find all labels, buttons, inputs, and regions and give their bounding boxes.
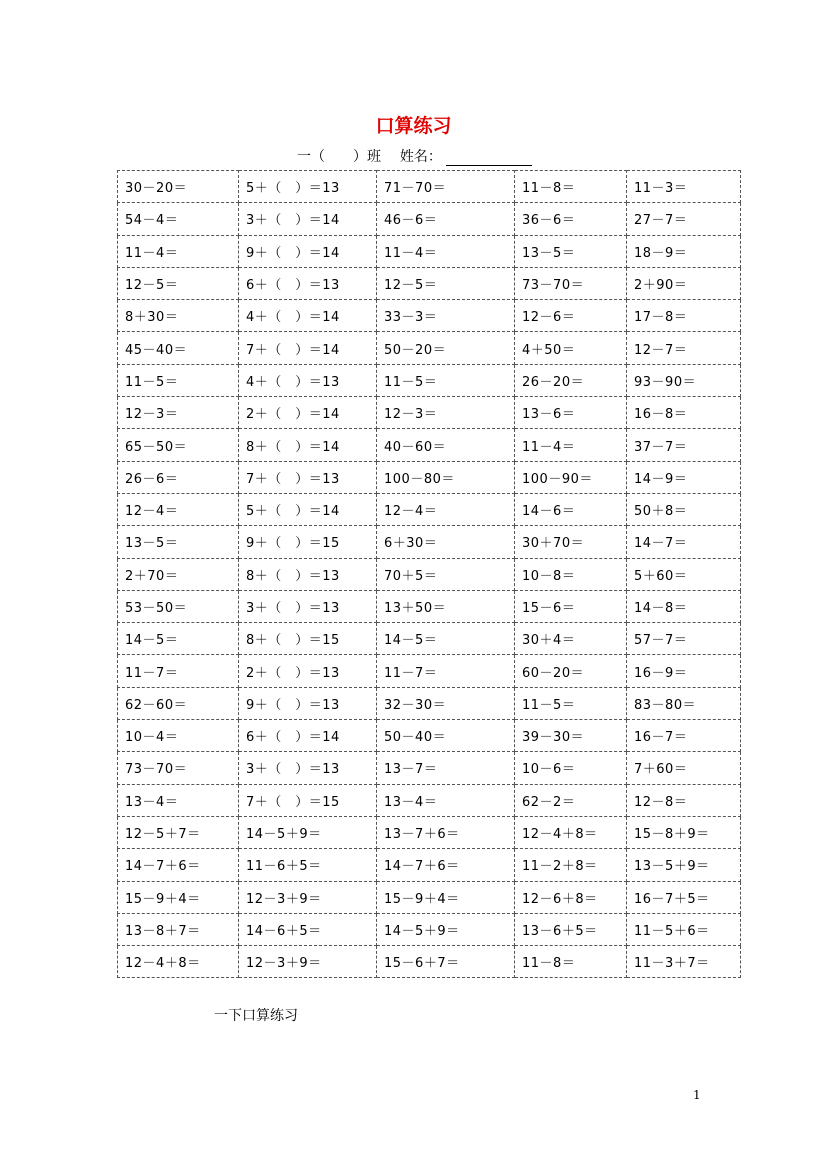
exercise-cell: 14－5＝: [377, 623, 515, 655]
exercise-cell: 93－90＝: [627, 364, 741, 396]
exercise-cell: 60－20＝: [515, 655, 627, 687]
exercise-cell: 17－8＝: [627, 300, 741, 332]
exercise-cell: 9＋（ ）＝15: [239, 526, 377, 558]
exercise-cell: 2＋（ ）＝13: [239, 655, 377, 687]
page-number: 1: [693, 1088, 701, 1102]
exercise-cell: 8＋30＝: [118, 300, 239, 332]
exercise-cell: 11－5＝: [118, 364, 239, 396]
exercise-cell: 65－50＝: [118, 429, 239, 461]
exercise-cell: 15－8＋9＝: [627, 816, 741, 848]
exercise-cell: 11－3＋7＝: [627, 946, 741, 978]
table-row: [118, 397, 741, 429]
table-row: [118, 655, 741, 687]
exercise-cell: 11－4＝: [377, 235, 515, 267]
page-title: 口算练习: [375, 115, 452, 137]
exercise-cell: 45－40＝: [118, 332, 239, 364]
exercise-cell: 12－3＋9＝: [239, 946, 377, 978]
exercise-cell: 40－60＝: [377, 429, 515, 461]
exercise-cell: 3＋（ ）＝13: [239, 590, 377, 622]
exercise-cell: 11－3＝: [627, 171, 741, 203]
exercise-cell: 12－6＋8＝: [515, 881, 627, 913]
exercise-cell: 100－80＝: [377, 461, 515, 493]
table-row: [118, 816, 741, 848]
footer-text: 一下口算练习: [214, 1008, 298, 1024]
exercise-cell: 6＋30＝: [377, 526, 515, 558]
exercise-table: [117, 170, 741, 978]
exercise-cell: 14－7＋6＝: [377, 849, 515, 881]
exercise-cell: 12－3＝: [118, 397, 239, 429]
exercise-cell: 14－5＋9＝: [377, 913, 515, 945]
exercise-cell: 11－8＝: [515, 946, 627, 978]
exercise-cell: 13－7＋6＝: [377, 816, 515, 848]
exercise-cell: 5＋（ ）＝13: [239, 171, 377, 203]
exercise-cell: 100－90＝: [515, 461, 627, 493]
exercise-cell: 11－2＋8＝: [515, 849, 627, 881]
table-row: [118, 171, 741, 203]
table-row: [118, 913, 741, 945]
exercise-cell: 7＋（ ）＝13: [239, 461, 377, 493]
exercise-cell: 8＋（ ）＝15: [239, 623, 377, 655]
exercise-cell: 15－6＋7＝: [377, 946, 515, 978]
exercise-cell: 53－50＝: [118, 590, 239, 622]
exercise-cell: 8＋（ ）＝14: [239, 429, 377, 461]
table-row: [118, 493, 741, 525]
exercise-cell: 83－80＝: [627, 687, 741, 719]
exercise-cell: 13－5＝: [515, 235, 627, 267]
exercise-cell: 4＋50＝: [515, 332, 627, 364]
exercise-cell: 13－5＋9＝: [627, 849, 741, 881]
table-row: [118, 946, 741, 978]
exercise-cell: 15－9＋4＝: [118, 881, 239, 913]
exercise-cell: 11－8＝: [515, 171, 627, 203]
exercise-cell: 71－70＝: [377, 171, 515, 203]
exercise-cell: 50－40＝: [377, 720, 515, 752]
exercise-cell: 12－5＝: [118, 267, 239, 299]
table-row: [118, 687, 741, 719]
exercise-cell: 14－5＝: [118, 623, 239, 655]
exercise-cell: 9＋（ ）＝13: [239, 687, 377, 719]
table-row: [118, 526, 741, 558]
exercise-cell: 26－6＝: [118, 461, 239, 493]
exercise-cell: 16－8＝: [627, 397, 741, 429]
table-row: [118, 429, 741, 461]
exercise-cell: 11－5＝: [515, 687, 627, 719]
table-row: [118, 332, 741, 364]
exercise-cell: 14－6＋5＝: [239, 913, 377, 945]
exercise-cell: 11－4＝: [515, 429, 627, 461]
exercise-cell: 13＋50＝: [377, 590, 515, 622]
exercise-cell: 73－70＝: [515, 267, 627, 299]
exercise-cell: 7＋（ ）＝14: [239, 332, 377, 364]
table-row: [118, 849, 741, 881]
name-blank[interactable]: [446, 151, 532, 166]
exercise-cell: 11－4＝: [118, 235, 239, 267]
exercise-cell: 14－8＝: [627, 590, 741, 622]
exercise-cell: 30＋4＝: [515, 623, 627, 655]
exercise-cell: 2＋（ ）＝14: [239, 397, 377, 429]
exercise-cell: 2＋70＝: [118, 558, 239, 590]
exercise-cell: 37－7＝: [627, 429, 741, 461]
exercise-cell: 9＋（ ）＝14: [239, 235, 377, 267]
exercise-cell: 11－5＋6＝: [627, 913, 741, 945]
exercise-cell: 18－9＝: [627, 235, 741, 267]
exercise-cell: 14－5＋9＝: [239, 816, 377, 848]
exercise-cell: 12－5＋7＝: [118, 816, 239, 848]
table-row: [118, 558, 741, 590]
exercise-cell: 50＋8＝: [627, 493, 741, 525]
exercise-cell: 33－3＝: [377, 300, 515, 332]
class-name-line: [297, 146, 532, 166]
exercise-cell: 73－70＝: [118, 752, 239, 784]
exercise-cell: 12－8＝: [627, 784, 741, 816]
exercise-cell: 14－9＝: [627, 461, 741, 493]
table-row: [118, 300, 741, 332]
exercise-cell: 30＋70＝: [515, 526, 627, 558]
table-row: [118, 267, 741, 299]
exercise-cell: 70＋5＝: [377, 558, 515, 590]
exercise-cell: 14－7＋6＝: [118, 849, 239, 881]
exercise-cell: 50－20＝: [377, 332, 515, 364]
table-row: [118, 623, 741, 655]
exercise-cell: 12－4＝: [377, 493, 515, 525]
exercise-cell: 12－6＝: [515, 300, 627, 332]
exercise-cell: 13－6＝: [515, 397, 627, 429]
exercise-cell: 6＋（ ）＝13: [239, 267, 377, 299]
exercise-cell: 30－20＝: [118, 171, 239, 203]
exercise-cell: 4＋（ ）＝13: [239, 364, 377, 396]
exercise-cell: 12－3＝: [377, 397, 515, 429]
class-label: 一（ ）班: [297, 149, 381, 165]
table-row: [118, 752, 741, 784]
exercise-cell: 11－7＝: [118, 655, 239, 687]
exercise-cell: 13－8＋7＝: [118, 913, 239, 945]
exercise-cell: 15－6＝: [515, 590, 627, 622]
exercise-cell: 62－2＝: [515, 784, 627, 816]
exercise-cell: 12－3＋9＝: [239, 881, 377, 913]
exercise-cell: 6＋（ ）＝14: [239, 720, 377, 752]
exercise-cell: 10－4＝: [118, 720, 239, 752]
exercise-cell: 8＋（ ）＝13: [239, 558, 377, 590]
exercise-cell: 2＋90＝: [627, 267, 741, 299]
exercise-cell: 32－30＝: [377, 687, 515, 719]
table-row: [118, 364, 741, 396]
exercise-cell: 57－7＝: [627, 623, 741, 655]
exercise-cell: 12－7＝: [627, 332, 741, 364]
name-label: 姓名：: [399, 149, 442, 165]
exercise-cell: 62－60＝: [118, 687, 239, 719]
table-row: [118, 461, 741, 493]
table-row: [118, 235, 741, 267]
exercise-cell: 10－8＝: [515, 558, 627, 590]
table-row: [118, 784, 741, 816]
exercise-cell: 5＋60＝: [627, 558, 741, 590]
table-row: [118, 881, 741, 913]
exercise-cell: 11－7＝: [377, 655, 515, 687]
exercise-cell: 11－5＝: [377, 364, 515, 396]
exercise-cell: 46－6＝: [377, 203, 515, 235]
exercise-cell: 11－6＋5＝: [239, 849, 377, 881]
exercise-cell: 13－6＋5＝: [515, 913, 627, 945]
table-row: [118, 720, 741, 752]
exercise-cell: 13－4＝: [377, 784, 515, 816]
exercise-cell: 3＋（ ）＝14: [239, 203, 377, 235]
exercise-cell: 7＋（ ）＝15: [239, 784, 377, 816]
exercise-cell: 12－4＋8＝: [118, 946, 239, 978]
exercise-cell: 16－7＝: [627, 720, 741, 752]
exercise-cell: 12－5＝: [377, 267, 515, 299]
exercise-cell: 10－6＝: [515, 752, 627, 784]
exercise-cell: 36－6＝: [515, 203, 627, 235]
exercise-cell: 14－6＝: [515, 493, 627, 525]
exercise-cell: 16－9＝: [627, 655, 741, 687]
table-row: [118, 203, 741, 235]
exercise-cell: 15－9＋4＝: [377, 881, 515, 913]
exercise-cell: 16－7＋5＝: [627, 881, 741, 913]
exercise-cell: 13－5＝: [118, 526, 239, 558]
table-row: [118, 590, 741, 622]
exercise-cell: 14－7＝: [627, 526, 741, 558]
exercise-cell: 3＋（ ）＝13: [239, 752, 377, 784]
exercise-cell: 5＋（ ）＝14: [239, 493, 377, 525]
exercise-cell: 13－7＝: [377, 752, 515, 784]
exercise-cell: 7＋60＝: [627, 752, 741, 784]
exercise-cell: 39－30＝: [515, 720, 627, 752]
exercise-cell: 12－4＋8＝: [515, 816, 627, 848]
exercise-cell: 4＋（ ）＝14: [239, 300, 377, 332]
exercise-cell: 12－4＝: [118, 493, 239, 525]
exercise-cell: 26－20＝: [515, 364, 627, 396]
exercise-cell: 27－7＝: [627, 203, 741, 235]
exercise-cell: 13－4＝: [118, 784, 239, 816]
exercise-cell: 54－4＝: [118, 203, 239, 235]
